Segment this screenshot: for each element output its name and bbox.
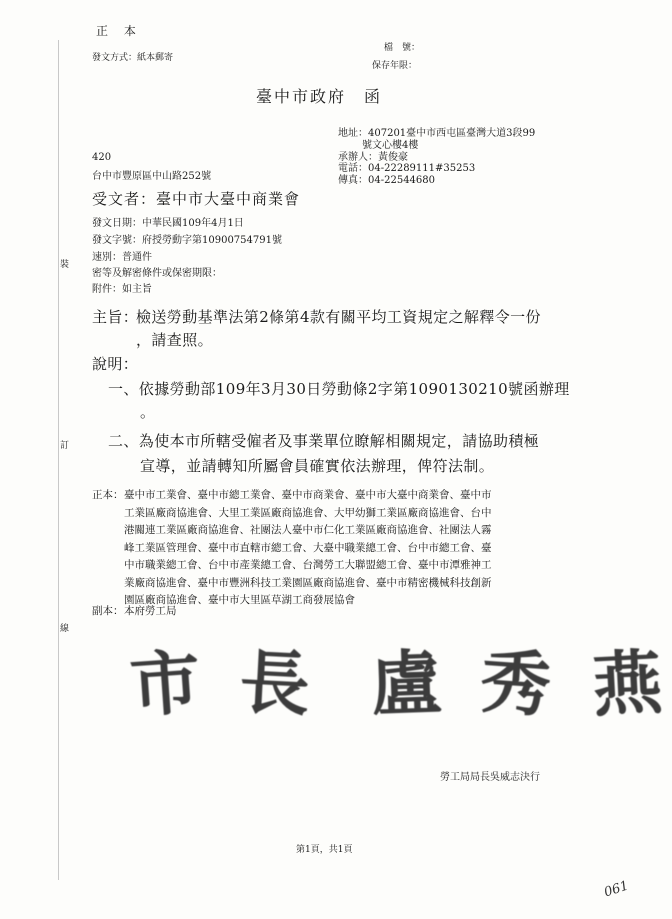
cc-copy-value: 本府勞工局: [124, 605, 177, 617]
recipient: 受文者：臺中市大臺中商業會: [92, 190, 301, 208]
cc-main-line: 園區廠商協進會、臺中市大里區草湖工商發展協會: [124, 594, 355, 606]
meta-security: 密等及解密條件或保密期限：: [92, 268, 222, 279]
cc-main-line: 業廠商協進會、臺中市豐洲科技工業園區廠商協進會、臺中市精密機械科技創新: [124, 576, 492, 589]
margin-cut-line: [58, 40, 59, 880]
delegate-note: 勞工局局長吳威志決行: [440, 772, 540, 783]
sender-phone: 電話：04-22289111#35253: [338, 163, 476, 174]
page-title: 臺中市政府 函: [256, 87, 383, 106]
item-2-line-2: 宣導，並請轉知所屬會員確實依法辦理，俾符法制。: [140, 457, 495, 475]
signature-char: 秀: [477, 639, 562, 728]
subject-line-1: 檢送勞動基準法第2條第4款有關平均工資規定之解釋令一份: [136, 308, 541, 326]
copy-type: 正 本: [96, 24, 142, 38]
explanation-label: 說明：: [92, 355, 139, 373]
mayor-signature: [127, 628, 672, 729]
signature-char: 市: [127, 639, 212, 728]
cc-main-line: 臺中市工業會、臺中市總工業會、臺中市商業會、臺中市大臺中商業會、臺中市: [124, 489, 492, 501]
subject-line-2: ，請查照。: [136, 331, 214, 349]
margin-mark-bind: 裝: [60, 260, 70, 270]
meta-doc-no: 發文字號：府授勞動字第10900754791號: [92, 235, 282, 246]
sender-contact: 承辦人：黃俊豪: [338, 152, 408, 163]
item-2-line-1: 二、為使本市所轄受僱者及事業單位瞭解相關規定，請協助積極: [108, 432, 540, 450]
cc-copy-label: 副本：: [92, 605, 124, 617]
file-no-label: 檔 號：: [384, 43, 421, 53]
item-1-line-2: 。: [140, 403, 156, 421]
margin-mark-line: 線: [60, 624, 70, 634]
subject-label: 主旨：: [92, 308, 139, 326]
cc-main-line: 港關連工業區廠商協進會、社團法人臺中市仁化工業區廠商協進會、社團法人霧: [124, 524, 492, 536]
handwritten-number: 061: [602, 878, 631, 901]
sender-address: 地址：407201臺中市西屯區臺灣大道3段99: [338, 128, 536, 139]
signature-char: 燕: [589, 640, 672, 727]
cc-main-label: 正本：: [92, 489, 124, 501]
signature-char: 盧: [369, 640, 451, 727]
cc-main-line: 中市職業總工會、台中市產業總工會、台灣勞工大聯盟總工會、臺中市潭雅神工: [124, 559, 492, 571]
sender-address-cont: 號文心樓4樓: [362, 140, 419, 151]
signature-char: 長: [237, 640, 321, 727]
page-number: 第1頁，共1頁: [296, 845, 353, 855]
cc-main-list: [124, 487, 492, 610]
sender-fax: 傳真：04-22544680: [338, 175, 436, 186]
recipient-postal: 420: [92, 152, 112, 163]
cc-main-line: 峰工業區管理會、臺中市直轄市總工會、大臺中職業總工會、台中市總工會、臺: [124, 541, 492, 554]
recipient-address: 台中市豐原區中山路252號: [92, 171, 212, 182]
retention-label: 保存年限：: [372, 61, 418, 71]
meta-date: 發文日期：中華民國109年4月1日: [92, 218, 244, 229]
item-1-line-1: 一、依據勞動部109年3月30日勞動條2字第1090130210號函辦理: [108, 380, 570, 398]
meta-attachment: 附件：如主旨: [92, 284, 152, 295]
meta-speed: 速別：普通件: [92, 252, 152, 263]
cc-main-line: 工業區廠商協進會、大里工業區廠商協進會、大甲幼獅工業區廠商協進會、台中: [124, 506, 492, 519]
margin-mark-staple: 訂: [60, 441, 70, 451]
send-method: 發文方式：紙本郵寄: [92, 53, 174, 63]
